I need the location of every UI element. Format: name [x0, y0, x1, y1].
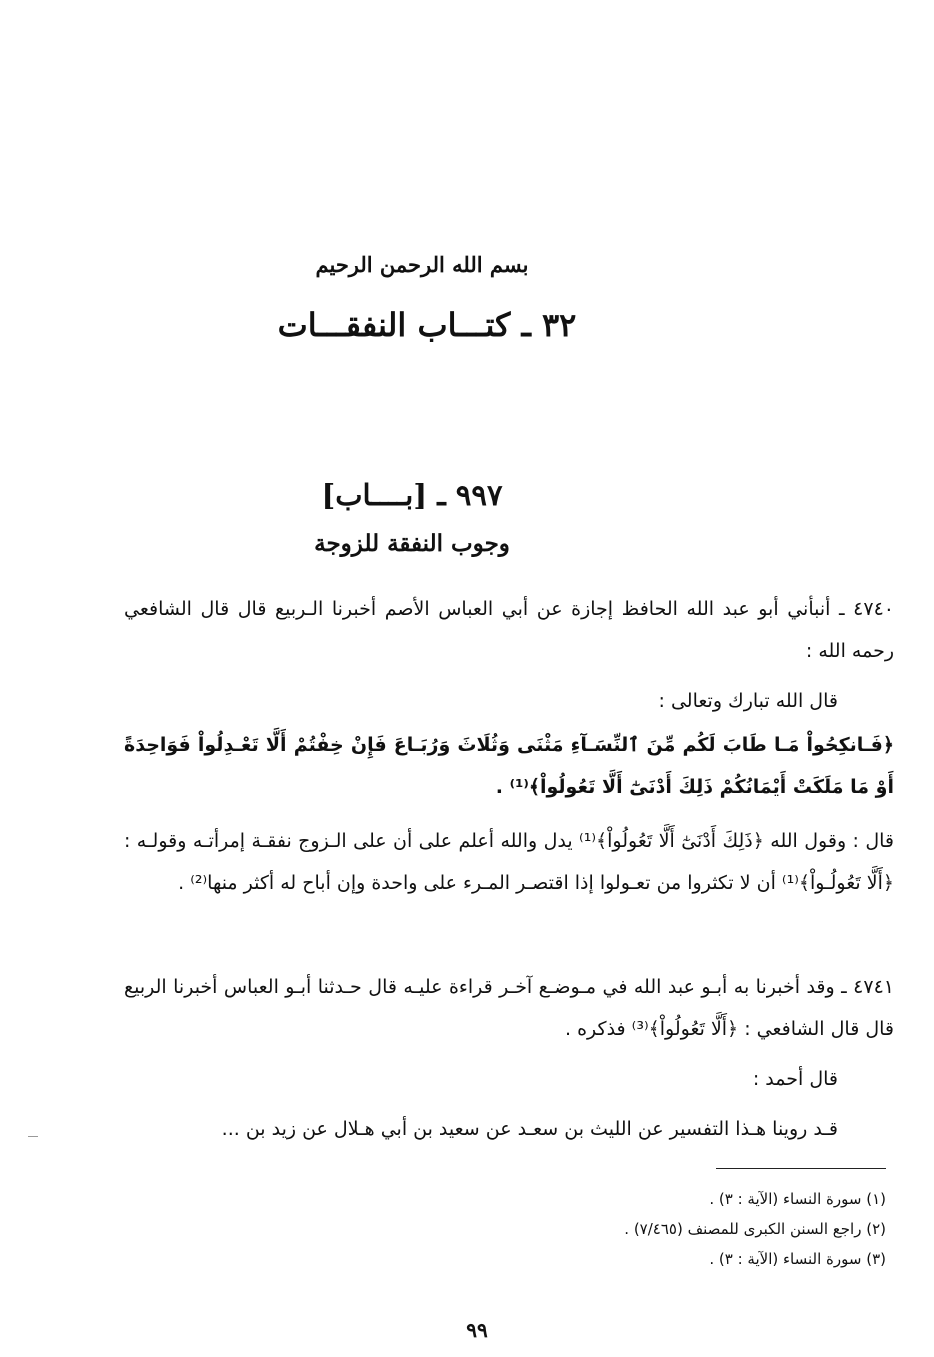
chapter-title: ٩٩٧ ـ [بــــاب]: [321, 478, 503, 512]
paragraph-continuation: قـد روينا هـذا التفسير عن الليث بن سعـد عن سعيد بن أبي هـلال عن زيد بن ...: [221, 1118, 838, 1140]
quran-verse: ﴿فَـانكِحُواْ مَـا طَابَ لَكُم مِّنَ ٱلنِّسَـآءِ مَثْنَى وَثُلَاثَ وَرُبَـاعَ فَإِنْ خِفْتُمْ أَلَّا تَعْـدِلُواْ فَوَاحِدَةً أَوْ مَا مَلَكَتْ أَيْمَانُكُمْ ذَلِكَ أَدْنَىٰٓ أَلَّا تَعُولُواْ﴾⁽¹⁾ .: [124, 734, 894, 798]
paragraph-commentary: قال : وقول الله ﴿ذَلِكَ أَدْنَىٰٓ أَلَّا تَعُولُواْ﴾⁽¹⁾ يدل والله أعلم على أن على الـزوج نفقـة إمرأتـه وقولـه : ﴿أَلَّا تَعُولُـواْ﴾⁽¹⁾ أن لا تكثروا من تعـولوا إذا اقتصـر المـرء على واحدة وإن أباح له أكثر منها⁽²⁾ .: [124, 830, 894, 894]
paragraph-4740: ٤٧٤٠ ـ أنبأني أبو عبد الله الحافظ إجازة عن أبي العباس الأصم أخبرنا الـربيع قال قال الشافعي رحمه الله :: [124, 598, 894, 662]
footnote-2: (٢) راجع السنن الكبرى للمصنف (٧/٤٦٥) .: [624, 1220, 886, 1238]
footnotes: [186, 1184, 886, 1274]
footnote-3: (٣) سورة النساء (الآية : ٣) .: [709, 1250, 886, 1268]
paragraph-quote-intro: قال الله تبارك وتعالى :: [658, 690, 838, 712]
paragraph-4741: ٤٧٤١ ـ وقد أخبرنا به أبـو عبد الله في مـوضـع آخـر قراءة عليـه قال حـدثنا أبـو العباس أخبرنا الربيع قال قال الشافعي : ﴿أَلَّا تَعُولُواْ﴾⁽³⁾ فذكره .: [124, 976, 894, 1040]
book-title: ٣٢ ـ كتـــاب النفقـــات: [277, 306, 577, 344]
footnote-divider: [716, 1168, 886, 1169]
paragraph-ahmad: قال أحمد :: [752, 1068, 838, 1090]
basmala: بسم الله الرحمن الرحيم: [315, 252, 529, 277]
chapter-subtitle: وجوب النفقة للزوجة: [314, 530, 510, 557]
page-number: ٩٩: [466, 1318, 488, 1342]
footnote-1: (١) سورة النساء (الآية : ٣) .: [709, 1190, 886, 1208]
